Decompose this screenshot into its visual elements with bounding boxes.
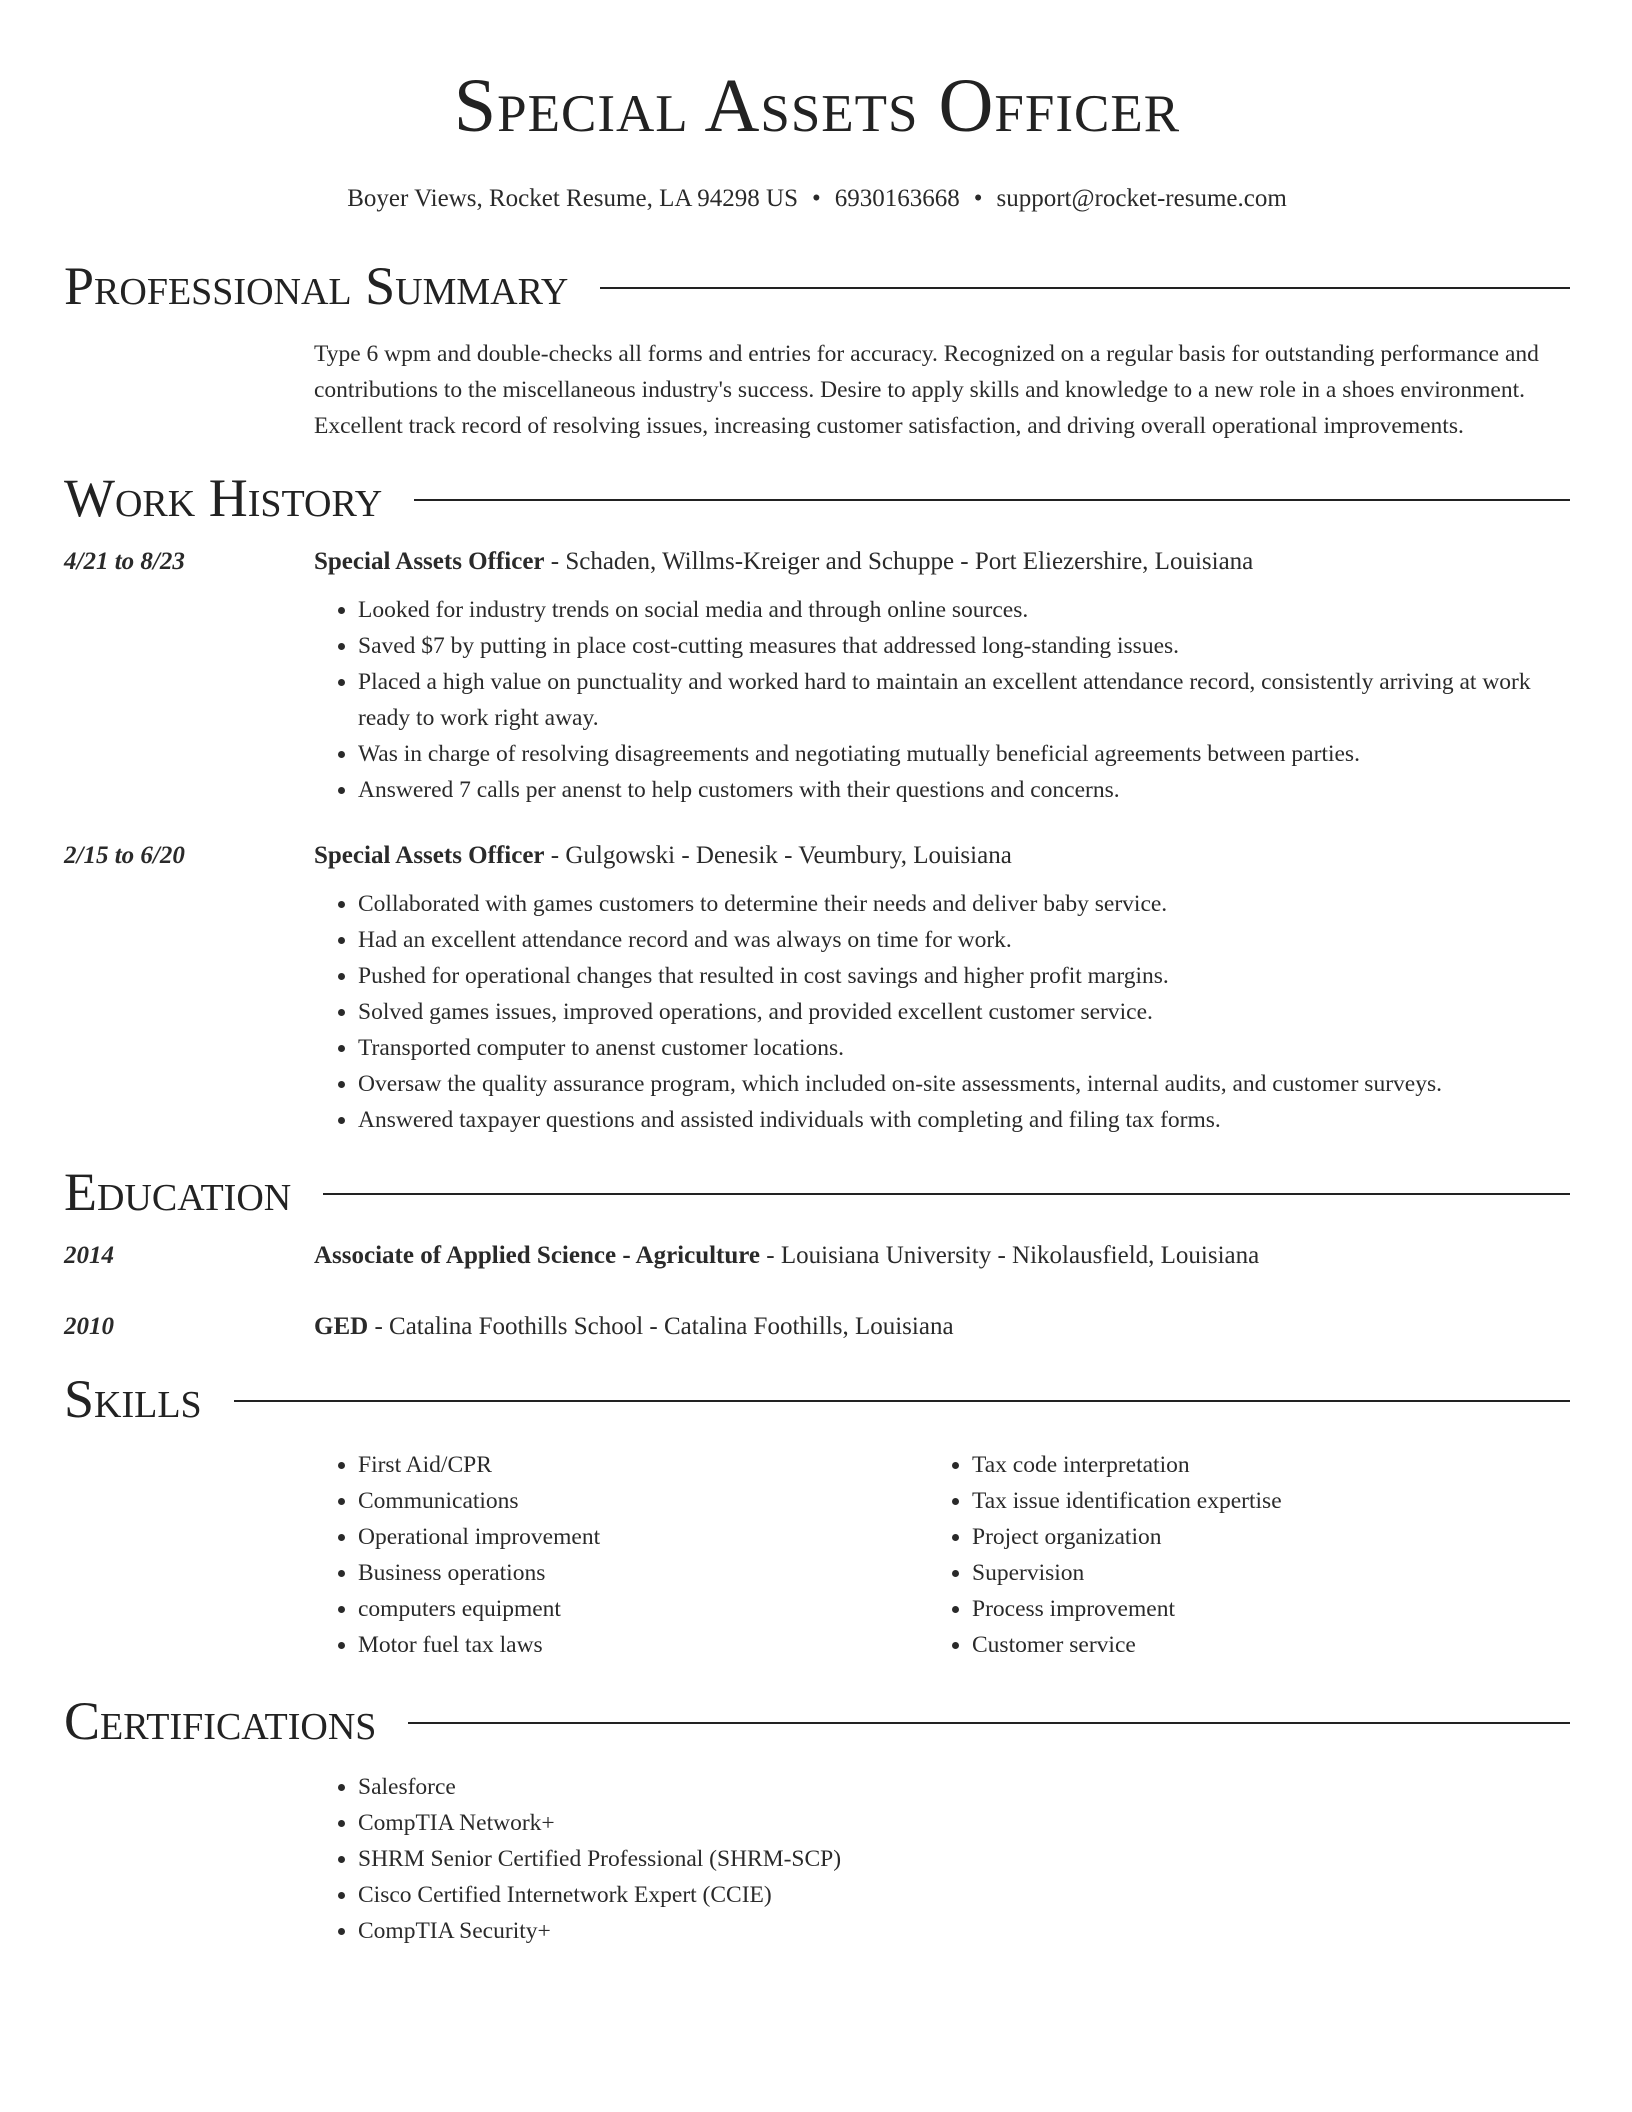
- list-item: • computers equipment: [358, 1591, 928, 1627]
- list-item: • Collaborated with games customers to determine their needs and deliver baby service.: [358, 886, 1570, 922]
- list-item: • Was in charge of resolving disagreements and negotiating mutually beneficial agreements between parties.: [358, 736, 1570, 772]
- section-heading: Professional Summary: [64, 256, 569, 316]
- skills-column-left: [314, 1447, 928, 1663]
- contact-line: [64, 184, 1570, 214]
- section-heading: Certifications: [64, 1691, 377, 1751]
- job-entry: [64, 544, 1570, 808]
- list-item: • Answered 7 calls per anenst to help customers with their questions and concerns.: [358, 772, 1570, 808]
- section-work-header: [64, 466, 1570, 530]
- job-title: Special Assets Officer: [314, 548, 545, 575]
- section-heading: Education: [64, 1162, 292, 1222]
- job-dates: 4/21 to 8/23: [64, 548, 185, 575]
- contact-separator: •: [973, 185, 983, 212]
- section-certifications-header: [64, 1689, 1570, 1753]
- job-entry: [64, 838, 1570, 1138]
- list-item: • Tax issue identification expertise: [972, 1483, 1542, 1519]
- list-item: • Oversaw the quality assurance program, which included on-site assessments, internal audits, and customer surveys.: [358, 1066, 1570, 1102]
- list-item: • Cisco Certified Internetwork Expert (CCIE): [358, 1877, 1570, 1913]
- education-year: 2014: [64, 1242, 114, 1269]
- list-item: • Process improvement: [972, 1591, 1542, 1627]
- contact-address: Boyer Views, Rocket Resume, LA 94298 US: [347, 185, 798, 212]
- section-divider: [408, 1722, 1570, 1724]
- list-item: • CompTIA Network+: [358, 1805, 1570, 1841]
- list-item: • Tax code interpretation: [972, 1447, 1542, 1483]
- skills-column-right: [928, 1447, 1542, 1663]
- education-year: 2010: [64, 1313, 114, 1340]
- contact-phone: 6930163668: [834, 185, 960, 212]
- list-item: • Project organization: [972, 1519, 1542, 1555]
- list-item: • First Aid/CPR: [358, 1447, 928, 1483]
- list-item: • Customer service: [972, 1627, 1542, 1663]
- list-item: • Salesforce: [358, 1769, 1570, 1805]
- contact-separator: •: [811, 185, 821, 212]
- list-item: • Communications: [358, 1483, 928, 1519]
- list-item: • Supervision: [972, 1555, 1542, 1591]
- list-item: • Saved $7 by putting in place cost-cutting measures that addressed long-standing issues.: [358, 628, 1570, 664]
- job-detail: [314, 544, 1570, 808]
- resume-name: Special Assets Officer: [453, 64, 1181, 148]
- education-degree: Associate of Applied Science - Agriculture: [314, 1242, 761, 1269]
- education-degree: GED: [314, 1313, 369, 1340]
- section-heading: Work History: [64, 468, 383, 528]
- list-item: • Pushed for operational changes that resulted in cost savings and higher profit margins.: [358, 958, 1570, 994]
- list-item: • Placed a high value on punctuality and worked hard to maintain an excellent attendance record, consistently arriving at work ready to work right away.: [358, 664, 1570, 736]
- job-employer: - Schaden, Willms-Kreiger and Schuppe - Port Eliezershire, Louisiana: [544, 548, 1254, 575]
- list-item: • Business operations: [358, 1555, 928, 1591]
- certifications-list: [314, 1769, 1570, 1949]
- certifications-items: [314, 1769, 1570, 1949]
- section-skills-header: [64, 1367, 1570, 1431]
- section-education-header: [64, 1160, 1570, 1224]
- list-item: • SHRM Senior Certified Professional (SHRM-SCP): [358, 1841, 1570, 1877]
- education-school: - Catalina Foothills School - Catalina Foothills, Louisiana: [368, 1313, 954, 1340]
- list-item: • Solved games issues, improved operations, and provided excellent customer service.: [358, 994, 1570, 1030]
- job-bullets: [64, 592, 1570, 808]
- education-school: - Louisiana University - Nikolausfield, Louisiana: [760, 1242, 1260, 1269]
- section-heading: Skills: [64, 1369, 202, 1429]
- section-summary-header: [64, 254, 1570, 318]
- section-divider: [323, 1193, 1570, 1195]
- section-divider: [600, 287, 1570, 289]
- education-entry: [64, 1238, 1570, 1274]
- education-detail: [314, 1238, 1570, 1274]
- list-item: • CompTIA Security+: [358, 1913, 1570, 1949]
- job-title: Special Assets Officer: [314, 842, 545, 869]
- education-entry: [64, 1309, 1570, 1345]
- list-item: • Answered taxpayer questions and assisted individuals with completing and filing tax forms.: [358, 1102, 1570, 1138]
- job-employer: - Gulgowski - Denesik - Veumbury, Louisiana: [544, 842, 1012, 869]
- list-item: • Transported computer to anenst customer locations.: [358, 1030, 1570, 1066]
- list-item: • Had an excellent attendance record and was always on time for work.: [358, 922, 1570, 958]
- job-bullets: [64, 886, 1570, 1138]
- job-detail: [314, 838, 1570, 1138]
- skills-list: [314, 1447, 1570, 1663]
- list-item: • Operational improvement: [358, 1519, 928, 1555]
- contact-email: support@rocket-resume.com: [996, 185, 1287, 212]
- list-item: • Motor fuel tax laws: [358, 1627, 928, 1663]
- section-divider: [414, 499, 1570, 501]
- section-divider: [234, 1400, 1570, 1402]
- job-dates: 2/15 to 6/20: [64, 842, 185, 869]
- summary-text: Type 6 wpm and double-checks all forms and entries for accuracy. Recognized on a regular basis for outstanding performance and contributions to the miscellaneous industry's success. Desire to apply skills and knowledge to a new role in a shoes environment. Excellent track record of resolving issues, increasing customer satisfaction, and driving overall operational improvements.: [314, 341, 1539, 439]
- list-item: • Looked for industry trends on social media and through online sources.: [358, 592, 1570, 628]
- education-detail: [314, 1309, 1570, 1345]
